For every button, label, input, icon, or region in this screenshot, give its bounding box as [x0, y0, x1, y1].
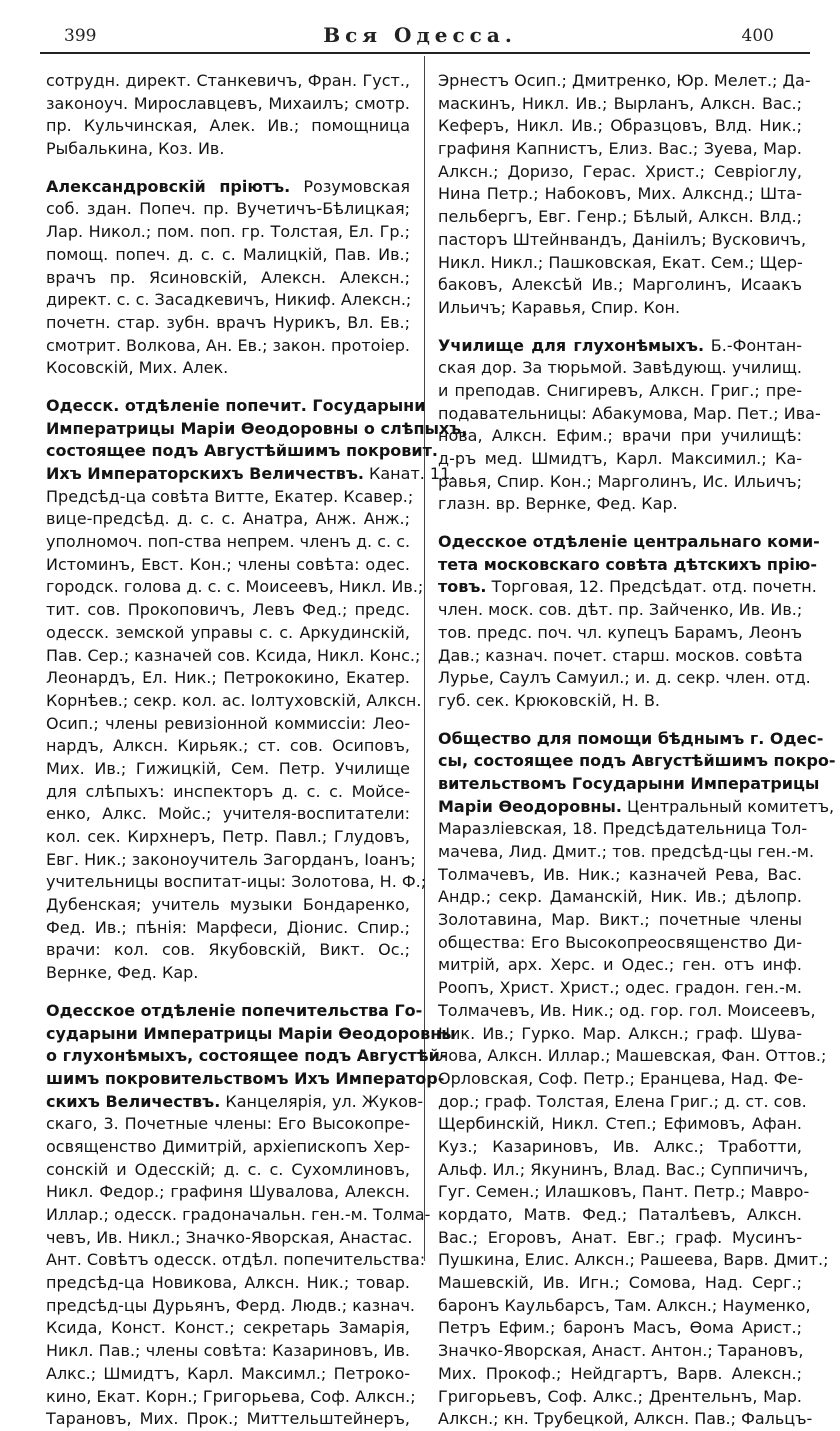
text-line: [46, 1045, 447, 1068]
text-line: [438, 750, 836, 773]
text-line: Лурье, Саулъ Самуил.; и. д. секр. член. отд.: [438, 668, 811, 688]
text-line: кол. сек. Кирхнеръ, Петр. Павл.; Глудовъ,: [46, 827, 410, 846]
entry-heading: сы, состоящее подъ Августѣйшимъ покро-: [438, 751, 836, 771]
text-line: [46, 1000, 423, 1023]
text-line: [46, 1023, 456, 1046]
text-line: и преподав. Снигиревъ, Алксн. Григ.; пре-: [438, 380, 802, 400]
text-line: Рыбалькина, Коз. Ив.: [46, 139, 225, 159]
text-line: Мих. Ив.; Гижицкій, Сем. Петр. Училище: [46, 758, 410, 778]
text-line: помощ. попеч. д. с. с. Малицкій, Пав. Ив.;: [46, 244, 410, 264]
text-line: глазн. вр. Вернке, Фед. Кар.: [438, 494, 678, 514]
text-line: баковъ, Алексѣй Ив.; Марголинъ, Исаакъ: [438, 275, 802, 295]
entry-heading: тета московскаго совѣта дѣтскихъ прію-: [438, 554, 817, 574]
text-line: д-ръ мед. Шмидтъ, Карл. Максимил.; Ка-: [438, 449, 802, 468]
text-line: тов. предс. поч. чл. купецъ Барамъ, Леонъ: [438, 622, 802, 642]
entry-heading: состоящее подъ Августѣйшимъ покровит.: [46, 441, 438, 461]
entry-text: Центральный комитетъ,: [621, 796, 835, 816]
text-line: [438, 728, 824, 751]
text-line: Кеферъ, Никл. Ив.; Образцовъ, Влд. Ник.;: [438, 116, 802, 136]
text-line: Евг. Ник.; законоучитель Загорданъ, Іоанъ;: [46, 849, 416, 869]
text-line: Григорьевъ, Соф. Алкс.; Дрентельнъ, Мар.: [438, 1386, 802, 1406]
text-line: Ант. Совѣтъ одесск. отдѣл. попечительства:: [46, 1250, 426, 1270]
text-line: Щербинскій, Никл. Степ.; Ефимовъ, Афан.: [438, 1114, 802, 1134]
text-line: врачи: кол. сов. Якубовскій, Викт. Ос.;: [46, 940, 410, 960]
text-line: сонскій и Одесскій; д. с. с. Сухомлиновъ,: [46, 1159, 410, 1179]
entry-heading: скихъ Величествъ.: [46, 1091, 221, 1111]
text-line: соб. здан. Попеч. пр. Вучетичъ-Бѣлицкая;: [46, 199, 410, 219]
entry-text: Канат. 11.: [363, 464, 456, 483]
text-line: [46, 440, 438, 463]
text-line: Пав. Сер.; казначей сов. Ксида, Никл. Конс.;: [46, 645, 421, 665]
entry-heading: о глухонѣмыхъ, состоящее подъ Августѣй-: [46, 1046, 447, 1066]
text-line: Эрнестъ Осип.; Дмитренко, Юр. Мелет.; Да-: [438, 71, 811, 90]
text-line: [46, 1091, 424, 1114]
text-line: кино, Екат. Корн.; Григорьева, Соф. Алксн.;: [46, 1386, 416, 1406]
text-line: чевъ, Ив. Никл.; Значко-Яворская, Анастас.: [46, 1227, 413, 1247]
text-line: Мих. Прокоф.; Нейдгартъ, Варв. Алексн.;: [438, 1363, 802, 1383]
entry-text: Розумовская: [290, 176, 410, 196]
text-line: законоуч. Мирославцевъ, Михаилъ; смотр.: [46, 93, 410, 113]
text-line: Алксн.; кн. Трубецкой, Алксн. Пав.; Фальцъ-: [438, 1409, 813, 1429]
text-line: [438, 576, 817, 599]
text-line: Дубенская; учитель музыки Бондаренко,: [46, 895, 410, 915]
text-line: Никл. Федор.; графиня Шувалова, Алексн.: [46, 1182, 410, 1202]
text-line: почетн. стар. зубн. врачъ Нурикъ, Вл. Ев.;: [46, 312, 410, 332]
text-line: Никл. Пав.; члены совѣта: Казариновъ, Ив.: [46, 1341, 410, 1361]
text-line: Осип.; члены ревизіонной коммиссіи: Лео-: [46, 713, 410, 733]
text-line: Пушкина, Елис. Алксн.; Рашеева, Варв. Дмит.;: [438, 1250, 829, 1270]
text-line: Лар. Никол.; пом. поп. гр. Толстая, Ел. Гр.;: [46, 222, 410, 242]
text-line: [46, 1068, 445, 1091]
text-line: Корнѣев.; секр. кол. ас. Іолтуховскій, Алксн.: [46, 690, 422, 710]
text-line: лова, Алксн. Иллар.; Машевская, Фан. Оттов.;: [438, 1046, 827, 1066]
text-line: Маразліевская, 18. Предсѣдательница Тол-: [438, 819, 808, 839]
text-line: нардъ, Алксн. Кирьяк.; ст. сов. Осиповъ,: [46, 736, 410, 756]
text-line: пельбергъ, Евг. Генр.; Бѣлый, Алксн. Влд.;: [438, 207, 802, 227]
text-line: [438, 531, 820, 554]
text-line: кордато, Матв. Фед.; Паталѣевъ, Алксн.: [438, 1205, 802, 1224]
entry-text: Канцелярія, ул. Жуков-: [220, 1091, 424, 1111]
text-line: Петръ Ефим.; баронъ Масъ, Ѳома Арист.;: [438, 1318, 802, 1338]
text-line: для слѣпыхъ: инспекторъ д. с. с. Мойсе-: [46, 781, 410, 801]
text-line: [438, 554, 817, 577]
text-line: губ. сек. Крюковскій, Н. В.: [438, 690, 660, 710]
text-line: Гуг. Семен.; Илашковъ, Пант. Петр.; Мавро-: [438, 1182, 810, 1202]
text-line: равья, Спир. Кон.; Марголинъ, Ис. Ильичъ;: [438, 471, 802, 491]
text-line: Ильичъ; Каравья, Спир. Кон.: [438, 297, 681, 317]
text-line: пасторъ Штейнвандъ, Даніилъ; Вусковичъ,: [438, 229, 807, 249]
text-line: ская дор. За тюрьмой. Завѣдующ. училищ.: [438, 358, 802, 378]
text-line: дор.; граф. Толстая, Елена Григ.; д. ст. сов.: [438, 1091, 807, 1111]
text-line: мачева, Лид. Дмит.; тов. предсѣд-цы ген.-м.: [438, 842, 815, 861]
text-line: вице-предсѣд. д. с. с. Анатра, Анж. Анж.;: [46, 509, 410, 529]
text-line: Истоминъ, Евст. Кон.; члены совѣта: одес.: [46, 554, 410, 574]
entry-heading: Ихъ Императорскихъ Величествъ.: [46, 464, 364, 483]
text-line: тит. сов. Прокоповичъ, Левъ Фед.; предс.: [46, 600, 410, 620]
text-line: Ксида, Конст. Конст.; секретарь Замарія,: [46, 1318, 410, 1338]
text-line: общества: Его Высокопреосвященство Ди-: [438, 932, 802, 952]
text-line: Нина Петр.; Набоковъ, Мих. Алкснд.; Шта-: [438, 184, 802, 204]
page-number-right: 400: [741, 26, 774, 46]
text-line: Фед. Ив.; пѣнія: Марфеси, Діонис. Спир.;: [46, 917, 410, 937]
text-line: Орловская, Соф. Петр.; Еранцева, Над. Фе-: [438, 1068, 804, 1088]
text-line: пр. Кульчинская, Алек. Ив.; помощница: [46, 116, 410, 136]
text-line: маскинъ, Никл. Ив.; Вырланъ, Алксн. Вас.;: [438, 93, 802, 113]
entry-text: Торговая, 12. Предсѣдат. отд. почетн.: [486, 577, 817, 597]
text-line: Алкс.; Шмидтъ, Карл. Максимл.; Петроко-: [46, 1363, 410, 1383]
entry-heading: сударыни Императрицы Маріи Ѳеодоровны: [46, 1023, 456, 1043]
text-line: Никл. Никл.; Пашковская, Екат. Сем.; Щер-: [438, 252, 803, 272]
text-line: врачъ пр. Ясиновскій, Алексн. Алексн.;: [46, 267, 410, 287]
text-line: [46, 418, 468, 441]
entry-heading: Одесское отдѣленіе попечительства Го-: [46, 1000, 423, 1020]
text-line: Иллар.; одесск. градоначальн. ген.-м. Толма-: [46, 1205, 431, 1224]
text-line: нова, Алксн. Ефим.; врачи при училищѣ:: [438, 426, 802, 446]
text-line: Леонардъ, Ел. Ник.; Петрококино, Екатер.: [46, 668, 410, 688]
text-line: Вас.; Егоровъ, Анат. Евг.; граф. Мусинъ-: [438, 1227, 802, 1247]
text-line: митрій, арх. Херс. и Одес.; ген. отъ инф.: [438, 955, 802, 975]
text-line: сотрудн. директ. Станкевичъ, Фран. Густ.,: [46, 71, 410, 90]
entry-heading: Маріи Ѳеодоровны.: [438, 796, 622, 816]
text-line: графиня Капнистъ, Елиз. Вас.; Зуева, Мар.: [438, 139, 802, 159]
text-line: [438, 773, 820, 796]
text-line: Предсѣд-ца совѣта Витте, Екатер. Ксавер.;: [46, 486, 414, 506]
text-line: Толмачевъ, Ив. Ник.; казначей Рева, Вас.: [438, 864, 802, 884]
text-line: предсѣд-цы Дурьянъ, Ферд. Людв.; казнач.: [46, 1295, 415, 1315]
text-line: скаго, 3. Почетные члены: Его Высокопре-: [46, 1114, 410, 1134]
text-line: Роопъ, Христ. Христ.; одес. градон. ген.-м.: [438, 978, 802, 998]
text-line: директ. с. с. Засадкевичъ, Никиф. Алексн.;: [46, 290, 412, 310]
entry-heading: Общество для помощи бѣднымъ г. Одес-: [438, 728, 824, 748]
text-line: Тарановъ, Мих. Прок.; Миттельштейнеръ,: [46, 1409, 410, 1429]
entry-heading: Одесское отдѣленіе центральнаго коми-: [438, 532, 820, 552]
text-line: предсѣд-ца Новикова, Алксн. Ник.; товар.: [46, 1273, 410, 1293]
running-title: Вся Одесса.: [323, 23, 517, 47]
right-column: [438, 70, 836, 1431]
text-line: член. моск. сов. дѣт. пр. Зайченко, Ив. Ив.;: [438, 600, 803, 620]
entry-text: Б.-Фонтан-: [704, 335, 802, 355]
entry-heading: Александровскій пріютъ.: [46, 176, 291, 196]
header-rule: [40, 52, 810, 54]
text-line: Косовскій, Мих. Алек.: [46, 358, 229, 378]
text-line: [46, 176, 410, 199]
entry-heading: товъ.: [438, 577, 487, 597]
text-line: [438, 796, 835, 819]
text-line: Альф. Ил.; Якунинъ, Влад. Вас.; Суппичичъ,: [438, 1159, 809, 1179]
text-line: одесск. земской управы с. с. Аркудинскій,: [46, 622, 410, 642]
text-line: баронъ Каульбарсъ, Там. Алксн.; Науменко,: [438, 1295, 811, 1315]
entry-heading: Одесск. отдѣленіе попечит. Государыни: [46, 395, 426, 415]
entry-heading: Императрицы Маріи Ѳеодоровны о слѣпыхъ,: [46, 418, 468, 438]
text-line: [46, 395, 426, 418]
text-line: подавательницы: Абакумова, Мар. Пет.; Ива-: [438, 403, 821, 423]
text-line: уполномоч. поп-ства непрем. членъ д. с. с.: [46, 532, 411, 552]
text-line: Ник. Ив.; Гурко. Мар. Алксн.; граф. Шува-: [438, 1023, 802, 1043]
entry-heading: Училище для глухонѣмыхъ.: [438, 335, 705, 355]
text-line: Куз.; Казариновъ, Ив. Алкс.; Тработти,: [438, 1136, 802, 1156]
text-line: Дав.; казнач. почет. старш. москов. совѣта: [438, 645, 803, 665]
page-number-left: 399: [64, 26, 97, 46]
text-line: городск. голова д. с. с. Моисеевъ, Никл. Ив.;: [46, 577, 424, 597]
text-line: Андр.; секр. Даманскій, Ник. Ив.; дѣлопр.: [438, 887, 802, 907]
entry-heading: шимъ покровительствомъ Ихъ Император-: [46, 1068, 445, 1088]
text-line: смотрит. Волкова, Ан. Ев.; закон. протоіер.: [46, 335, 410, 355]
entry-heading: вительствомъ Государыни Императрицы: [438, 773, 820, 793]
text-line: [46, 463, 456, 486]
text-line: Машевскій, Ив. Игн.; Сомова, Над. Серг.;: [438, 1273, 802, 1293]
text-line: Алксн.; Доризо, Герас. Христ.; Севріоглу,: [438, 161, 802, 181]
text-line: Толмачевъ, Ив. Ник.; од. гор. гол. Моисеевъ,: [438, 1000, 816, 1020]
text-line: Золотавина, Мар. Викт.; почетные члены: [438, 910, 802, 930]
text-line: Вернке, Фед. Кар.: [46, 963, 199, 983]
text-line: учительницы воспитат-ицы: Золотова, Н. Ф.;: [46, 872, 427, 892]
text-line: [438, 335, 802, 358]
text-line: енко, Алкс. Мойс.; учителя-воспитатели:: [46, 804, 410, 824]
text-line: Значко-Яворская, Анаст. Антон.; Тарановъ,: [438, 1341, 804, 1361]
text-line: освященство Димитрій, архіепископъ Хер-: [46, 1136, 410, 1156]
